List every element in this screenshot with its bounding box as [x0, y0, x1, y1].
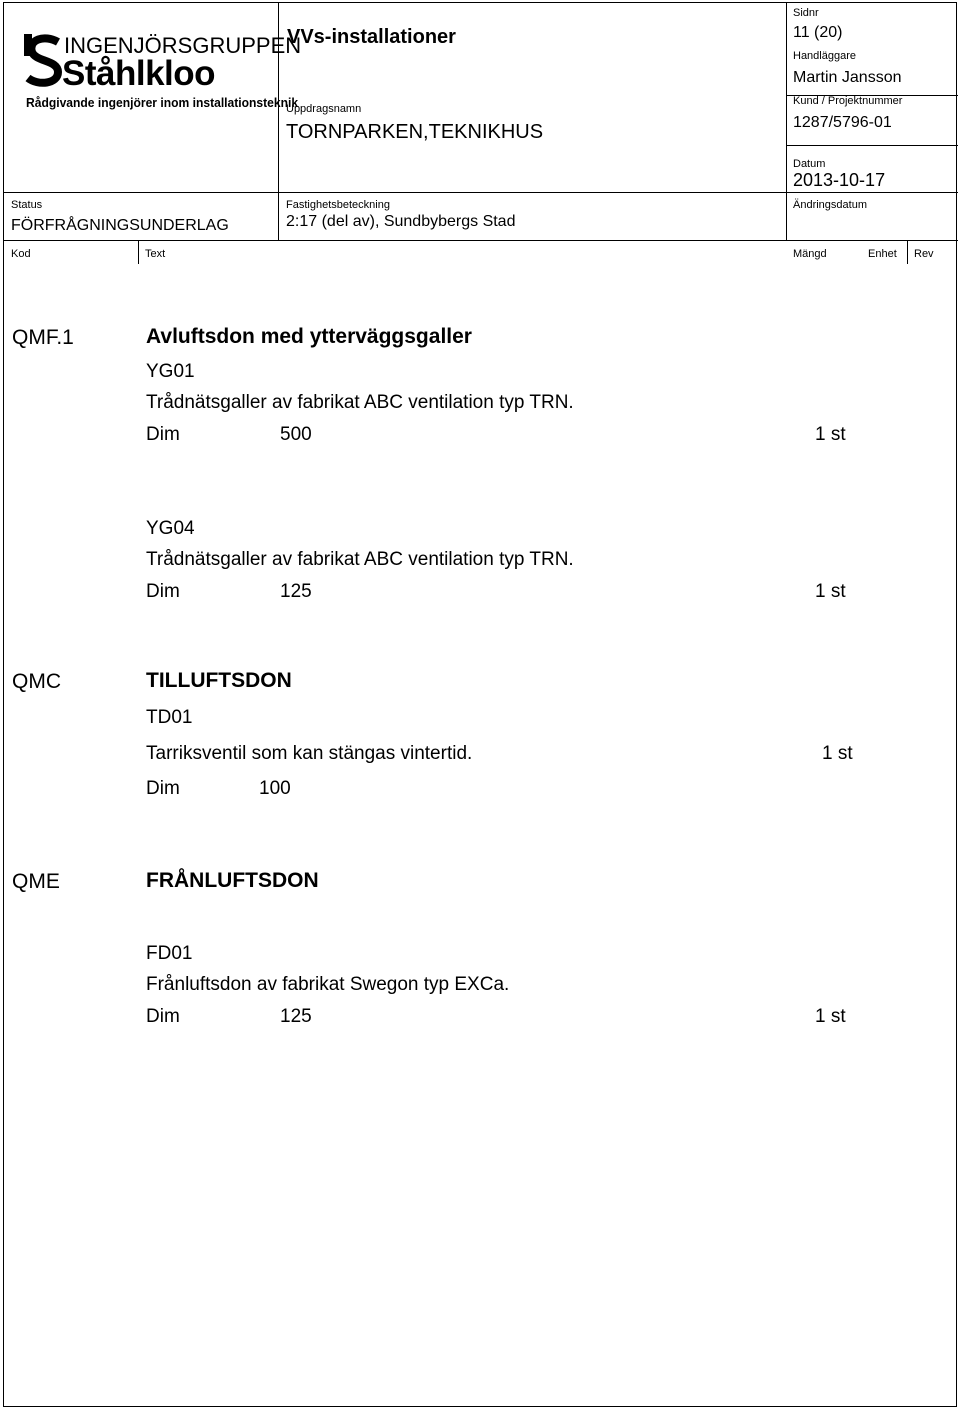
item-dim-label: Dim [146, 581, 180, 602]
section-title: Avluftsdon med ytterväggsgaller [146, 325, 472, 348]
section-code: QMC [12, 670, 61, 693]
handlaggare-value: Martin Jansson [793, 69, 902, 86]
column-divider [907, 240, 908, 264]
header-divider [4, 192, 278, 193]
kund-value: 1287/5796-01 [793, 114, 892, 131]
item-id: YG04 [146, 518, 195, 539]
item-dim-value: 100 [259, 778, 291, 799]
datum-value: 2013-10-17 [793, 170, 886, 190]
column-divider [138, 240, 139, 264]
status-value: FÖRFRÅGNINGSUNDERLAG [11, 217, 229, 234]
header-divider [786, 145, 958, 146]
section-title: FRÅNLUFTSDON [146, 869, 319, 892]
item-dim-value: 500 [280, 424, 312, 445]
item-id: YG01 [146, 361, 195, 382]
item-quantity: 1 st [815, 581, 846, 602]
handlaggare-label: Handläggare [793, 50, 856, 62]
fastighet-value: 2:17 (del av), Sundbybergs Stad [286, 213, 516, 230]
section-title: TILLUFTSDON [146, 669, 292, 692]
document-title: VVs-installationer [287, 26, 456, 48]
header-divider [786, 192, 958, 193]
item-dim-value: 125 [280, 1006, 312, 1027]
sidnr-label: Sidnr [793, 7, 819, 19]
item-dim-label: Dim [146, 778, 180, 799]
company-tagline: Rådgivande ingenjörer inom installationsteknik [26, 95, 299, 110]
document-page [3, 2, 957, 1407]
sidnr-value: 11 (20) [793, 24, 843, 41]
item-id: FD01 [146, 943, 193, 964]
section-code: QMF.1 [12, 326, 74, 349]
status-label: Status [11, 199, 43, 211]
item-quantity: 1 st [822, 743, 853, 764]
item-id: TD01 [146, 707, 193, 728]
column-header-kod: Kod [11, 248, 31, 260]
uppdragsnamn-label: Uppdragsnamn [286, 103, 362, 115]
header-divider [4, 240, 958, 241]
column-header-enhet: Enhet [868, 248, 897, 260]
company-name-line1: INGENJÖRSGRUPPEN [64, 33, 302, 58]
item-dim-value: 125 [280, 581, 312, 602]
item-quantity: 1 st [815, 424, 846, 445]
uppdragsnamn-value: TORNPARKEN,TEKNIKHUS [286, 121, 544, 143]
column-header-mangd: Mängd [793, 248, 827, 260]
section-code: QME [12, 870, 60, 893]
item-dim-label: Dim [146, 1006, 180, 1027]
kund-label: Kund / Projektnummer [793, 95, 903, 107]
header-divider [278, 192, 786, 193]
andringsdatum-label: Ändringsdatum [793, 199, 867, 211]
column-header-text: Text [145, 248, 166, 260]
item-description: Frånluftsdon av fabrikat Swegon typ EXCa. [146, 974, 510, 995]
column-header-rev: Rev [914, 248, 934, 260]
item-quantity: 1 st [815, 1006, 846, 1027]
fastighet-label: Fastighetsbeteckning [286, 199, 390, 211]
logo-mark-icon [24, 34, 64, 89]
item-description: Trådnätsgaller av fabrikat ABC ventilation typ TRN. [146, 392, 574, 413]
company-name-line2: Ståhlkloo [62, 54, 216, 93]
item-description: Tarriksventil som kan stängas vintertid. [146, 743, 473, 764]
item-description: Trådnätsgaller av fabrikat ABC ventilation typ TRN. [146, 549, 574, 570]
company-logo [4, 3, 302, 192]
datum-label: Datum [793, 158, 826, 170]
header-divider [786, 3, 787, 240]
item-dim-label: Dim [146, 424, 180, 445]
